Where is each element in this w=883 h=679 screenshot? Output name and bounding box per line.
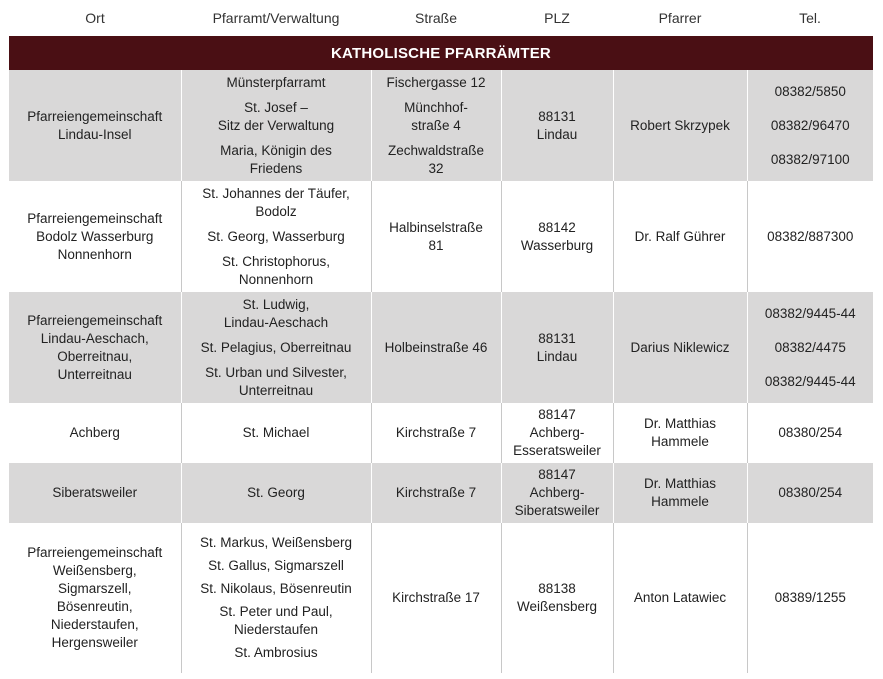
cell-plz: 88131 Lindau	[501, 70, 613, 181]
cell-tel: 08382/887300	[747, 181, 873, 292]
strasse-entry: Zechwaldstraße 32	[387, 142, 485, 176]
cell-pfarrer: Darius Niklewicz	[613, 292, 747, 403]
cell-tel	[747, 70, 873, 181]
cell-pfarramt	[181, 523, 371, 673]
cell-pfarramt: St. Georg	[181, 463, 371, 523]
cell-strasse: Holbeinstraße 46	[371, 292, 501, 403]
header-strasse: Straße	[371, 0, 501, 36]
pfarramt-entry: St. Markus, Weißensberg	[199, 535, 353, 550]
table-row	[9, 70, 873, 181]
cell-strasse: Kirchstraße 7	[371, 463, 501, 523]
pfarramt-entry: St. Ambrosius	[234, 645, 318, 660]
strasse-entry: Münchhof- straße 4	[404, 99, 468, 133]
cell-ort: Pfarreiengemeinschaft Bodolz Wasserburg Nonnenhorn	[9, 181, 181, 292]
cell-plz: 88142 Wasserburg	[501, 181, 613, 292]
cell-pfarrer: Dr. Matthias Hammele	[613, 403, 747, 463]
cell-ort: Pfarreiengemeinschaft Lindau-Aeschach, Oberreitnau, Unterreitnau	[9, 292, 181, 403]
section-header-row	[9, 36, 873, 70]
cell-pfarrer: Robert Skrzypek	[613, 70, 747, 181]
cell-ort: Siberatsweiler	[9, 463, 181, 523]
cell-ort: Pfarreiengemeinschaft Weißensberg, Sigmarszell, Bösenreutin, Niederstaufen, Hergensweiler	[9, 523, 181, 673]
tel-entry: 08382/9445-44	[764, 373, 856, 389]
cell-tel: 08380/254	[747, 463, 873, 523]
cell-pfarramt: St. Michael	[181, 403, 371, 463]
tel-entry: 08382/96470	[770, 117, 850, 133]
tel-entry: 08382/97100	[770, 151, 850, 167]
header-ort: Ort	[9, 0, 181, 36]
cell-strasse: Kirchstraße 17	[371, 523, 501, 673]
cell-strasse: Kirchstraße 7	[371, 403, 501, 463]
cell-pfarrer: Dr. Matthias Hammele	[613, 463, 747, 523]
table-row	[9, 523, 873, 673]
pfarramt-entry: Maria, Königin des Friedens	[220, 142, 332, 176]
cell-tel: 08380/254	[747, 403, 873, 463]
table-row	[9, 403, 873, 463]
section-title: KATHOLISCHE PFARRÄMTER	[9, 36, 873, 70]
tel-entry: 08382/4475	[774, 339, 846, 355]
header-row	[9, 0, 873, 36]
cell-ort: Pfarreiengemeinschaft Lindau-Insel	[9, 70, 181, 181]
cell-pfarramt	[181, 292, 371, 403]
cell-tel: 08389/1255	[747, 523, 873, 673]
cell-pfarramt	[181, 181, 371, 292]
header-plz: PLZ	[501, 0, 613, 36]
cell-pfarramt	[181, 70, 371, 181]
cell-pfarrer: Dr. Ralf Gührer	[613, 181, 747, 292]
pfarramt-entry: St. Ludwig, Lindau-Aeschach	[223, 296, 329, 330]
header-pfarramt: Pfarramt/Verwaltung	[181, 0, 371, 36]
table-row	[9, 181, 873, 292]
cell-plz: 88138 Weißensberg	[501, 523, 613, 673]
cell-tel	[747, 292, 873, 403]
tel-entry: 08382/5850	[774, 83, 846, 99]
pfarramt-entry: St. Nikolaus, Bösenreutin	[200, 581, 352, 596]
table-row	[9, 463, 873, 523]
cell-pfarrer: Anton Latawiec	[613, 523, 747, 673]
pfarramt-entry: St. Johannes der Täufer, Bodolz	[202, 185, 350, 219]
pfarramt-entry: Münsterpfarramt	[226, 74, 326, 90]
table-row	[9, 292, 873, 403]
cell-strasse: Halbinselstraße 81	[371, 181, 501, 292]
cell-ort: Achberg	[9, 403, 181, 463]
cell-strasse	[371, 70, 501, 181]
pfarramt-entry: St. Pelagius, Oberreitnau	[200, 339, 352, 355]
cell-plz: 88131 Lindau	[501, 292, 613, 403]
pfarramt-entry: St. Urban und Silvester, Unterreitnau	[205, 364, 347, 398]
strasse-entry: Fischergasse 12	[386, 74, 486, 90]
pfarramt-entry: St. Georg, Wasserburg	[207, 228, 345, 244]
tel-entry: 08382/9445-44	[764, 305, 856, 321]
pfarramt-entry: St. Peter und Paul, Niederstaufen	[219, 604, 333, 637]
cell-plz: 88147 Achberg- Siberatsweiler	[501, 463, 613, 523]
header-tel: Tel.	[747, 0, 873, 36]
cell-plz: 88147 Achberg- Esseratsweiler	[501, 403, 613, 463]
pfarramt-entry: St. Christophorus, Nonnenhorn	[221, 253, 331, 287]
pfarramt-entry: St. Josef – Sitz der Verwaltung	[217, 99, 335, 133]
parish-table	[9, 0, 873, 673]
parish-table-wrapper	[9, 0, 873, 673]
header-pfarrer: Pfarrer	[613, 0, 747, 36]
pfarramt-entry: St. Gallus, Sigmarszell	[208, 558, 344, 573]
